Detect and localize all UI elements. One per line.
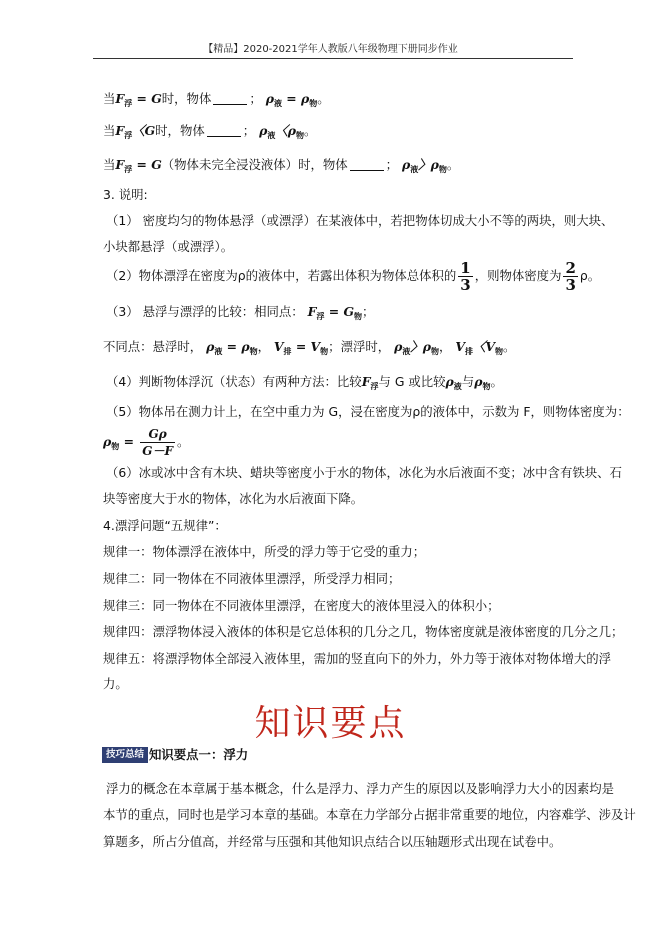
tip-summary-badge: 技巧总结 <box>102 747 148 763</box>
page-header: 【精品】2020-2021学年人教版八年级物理下册同步作业 <box>203 44 458 55</box>
answer-blank[interactable] <box>350 158 384 171</box>
header-rule <box>93 58 573 59</box>
condition-line-2: 当$F_浮$〈G时，物体 ； $\rho_液$〈$\rho_物$。 <box>103 123 317 140</box>
explain-p4: （4）判断物体浮沉（状态）有两种方法：比较$F_浮$与 G 或比较$\rho_液$与$\rho_物$。 <box>106 374 503 391</box>
rule-1: 规律一：物体漂浮在液体中，所受的浮力等于它受的重力； <box>103 544 426 559</box>
explain-p6b: 块等密度大于水的物体，冰化为水后液面下降。 <box>103 491 364 506</box>
rule-2: 规律二：同一物体在不同液体里漂浮，所受浮力相同； <box>103 571 401 586</box>
explain-p1a: （1） 密度均匀的物体悬浮（或漂浮）在某液体中，若把物体切成大小不等的两块，则大块、 <box>106 213 614 228</box>
density-fraction: $\frac{G\rho}{G-F}$ <box>142 427 174 458</box>
rule-5b: 力。 <box>103 676 128 691</box>
answer-blank[interactable] <box>207 124 241 137</box>
explain-heading: 3. 说明: <box>103 187 148 202</box>
explain-p3b: 不同点：悬浮时， $\rho_液 = \rho_物$， $V_排 = V_物$；漂浮时， $\rho_液$〉$\rho_物$， $V_排$〈$V_物$。 <box>103 339 516 356</box>
point-body-3: 算题多，所占分值高，并经常与压强和其他知识点结合以压轴题形式出现在试卷中。 <box>103 834 562 849</box>
condition-line-1: 当$F_浮 = G$时，物体 ； $\rho_液 = \rho_物$。 <box>103 91 330 108</box>
condition-line-3: 当$F_浮 = G$（物体未完全浸没液体）时，物体 ； $\rho_液$〉$\rho_物$。 <box>103 157 460 174</box>
fraction-one-third: $\frac{1}{3}$ <box>460 259 471 294</box>
answer-blank[interactable] <box>213 92 247 105</box>
explain-p2: （2）物体漂浮在密度为ρ的液体中，若露出体积为物体总体积的 $\frac{1}{3}$ ，则物体密度为 $\frac{2}{3}$ ρ。 <box>106 259 601 294</box>
explain-p5a: （5）物体吊在测力计上，在空中重力为 G，浸在密度为ρ的液体中，示数为 F，则物体密度为： <box>106 404 630 419</box>
section-title: 知识要点 <box>254 703 407 744</box>
explain-p3a: （3） 悬浮与漂浮的比较：相同点： $F_浮 = G_物$； <box>106 304 375 321</box>
explain-p1b: 小块都悬浮（或漂浮）。 <box>103 239 234 254</box>
rule-5a: 规律五：将漂浮物体全部浸入液体里，需加的竖直向下的外力，外力等于液体对物体增大的浮 <box>103 651 612 666</box>
explain-p6a: （6）冰或冰中含有木块、蜡块等密度小于水的物体，冰化为水后液面不变；冰中含有铁块、石 <box>106 465 622 480</box>
point-body-1: 浮力的概念在本章属于基本概念，什么是浮力、浮力产生的原因以及影响浮力大小的因素均是 <box>106 781 615 796</box>
knowledge-point-title: 知识要点一：浮力 <box>149 747 249 762</box>
point-body-2: 本节的重点，同时也是学习本章的基础。本章在力学部分占据非常重要的地位，内容难学、涉及计 <box>103 807 636 822</box>
explain-p5-formula: $\rho_物$ = $\frac{G\rho}{G-F}$ 。 <box>103 427 190 458</box>
rule-3: 规律三：同一物体在不同液体里漂浮，在密度大的液体里浸入的体积小； <box>103 598 500 613</box>
fraction-two-thirds: $\frac{2}{3}$ <box>565 259 576 294</box>
rules-heading: 4.漂浮问题“五规律”： <box>103 518 227 533</box>
rule-4: 规律四：漂浮物体浸入液体的体积是它总体积的几分之几，物体密度就是液体密度的几分之几； <box>103 624 624 639</box>
